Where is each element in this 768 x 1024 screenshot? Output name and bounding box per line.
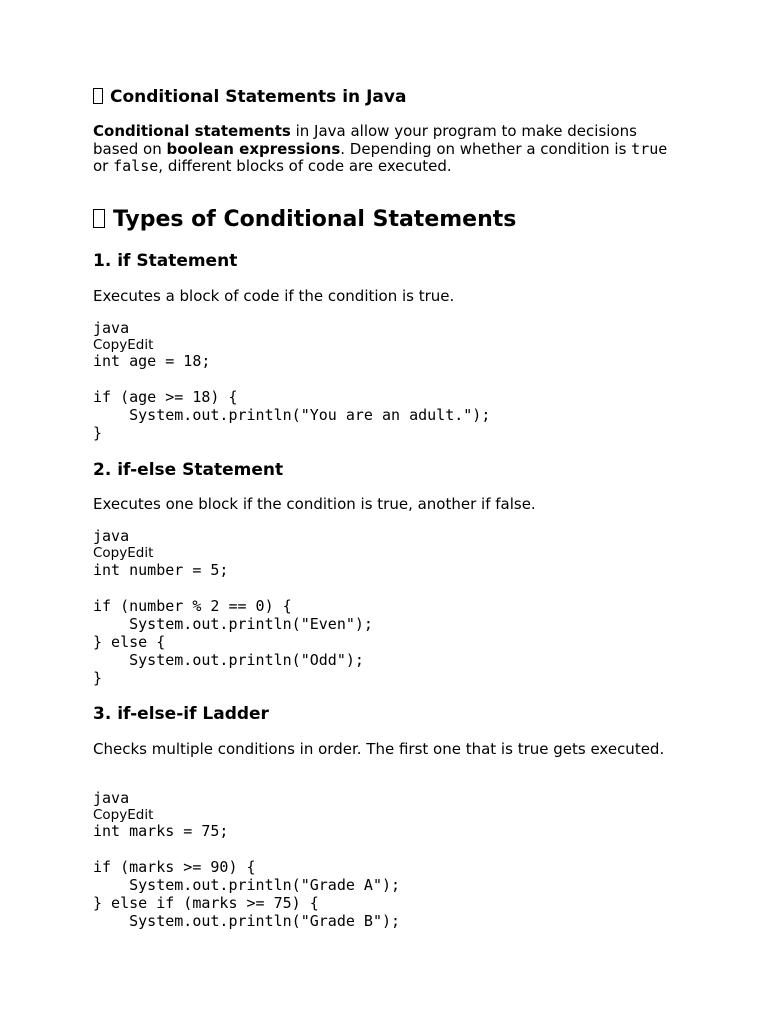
code-block: int age = 18; if (age >= 18) { System.out.println("You are an adult."); } (93, 352, 491, 442)
page-title: Conditional Statements in Java (93, 87, 406, 107)
copy-edit-button[interactable]: CopyEdit (93, 545, 154, 561)
types-heading: Types of Conditional Statements (93, 207, 516, 233)
missing-glyph-icon (93, 209, 105, 228)
copy-edit-button[interactable]: CopyEdit (93, 337, 154, 353)
code-language-label: java (93, 319, 130, 337)
section-description: Executes a block of code if the condition is true. (93, 287, 455, 305)
code-block: int number = 5; if (number % 2 == 0) { System.out.println("Even"); } else { System.out.println("Odd"); } (93, 561, 373, 687)
section-description: Checks multiple conditions in order. The first one that is true gets executed. (93, 740, 665, 758)
code-block: int marks = 75; if (marks >= 90) { System.out.println("Grade A"); } else if (marks >= 75) { System.out.println("Grade B"); (93, 822, 401, 930)
intro-paragraph: Conditional statements in Java allow your program to make decisions based on boolean expressions. Depending on whether a condition is true or false, different blocks of code are executed. (93, 122, 668, 175)
section-heading: 3. if-else-if Ladder (93, 704, 269, 724)
code-language-label: java (93, 789, 130, 807)
section-heading: 2. if-else Statement (93, 460, 284, 480)
copy-edit-button[interactable]: CopyEdit (93, 807, 154, 823)
missing-glyph-icon (93, 88, 103, 104)
section-heading: 1. if Statement (93, 251, 238, 271)
code-language-label: java (93, 527, 130, 545)
section-description: Executes one block if the condition is true, another if false. (93, 495, 536, 513)
